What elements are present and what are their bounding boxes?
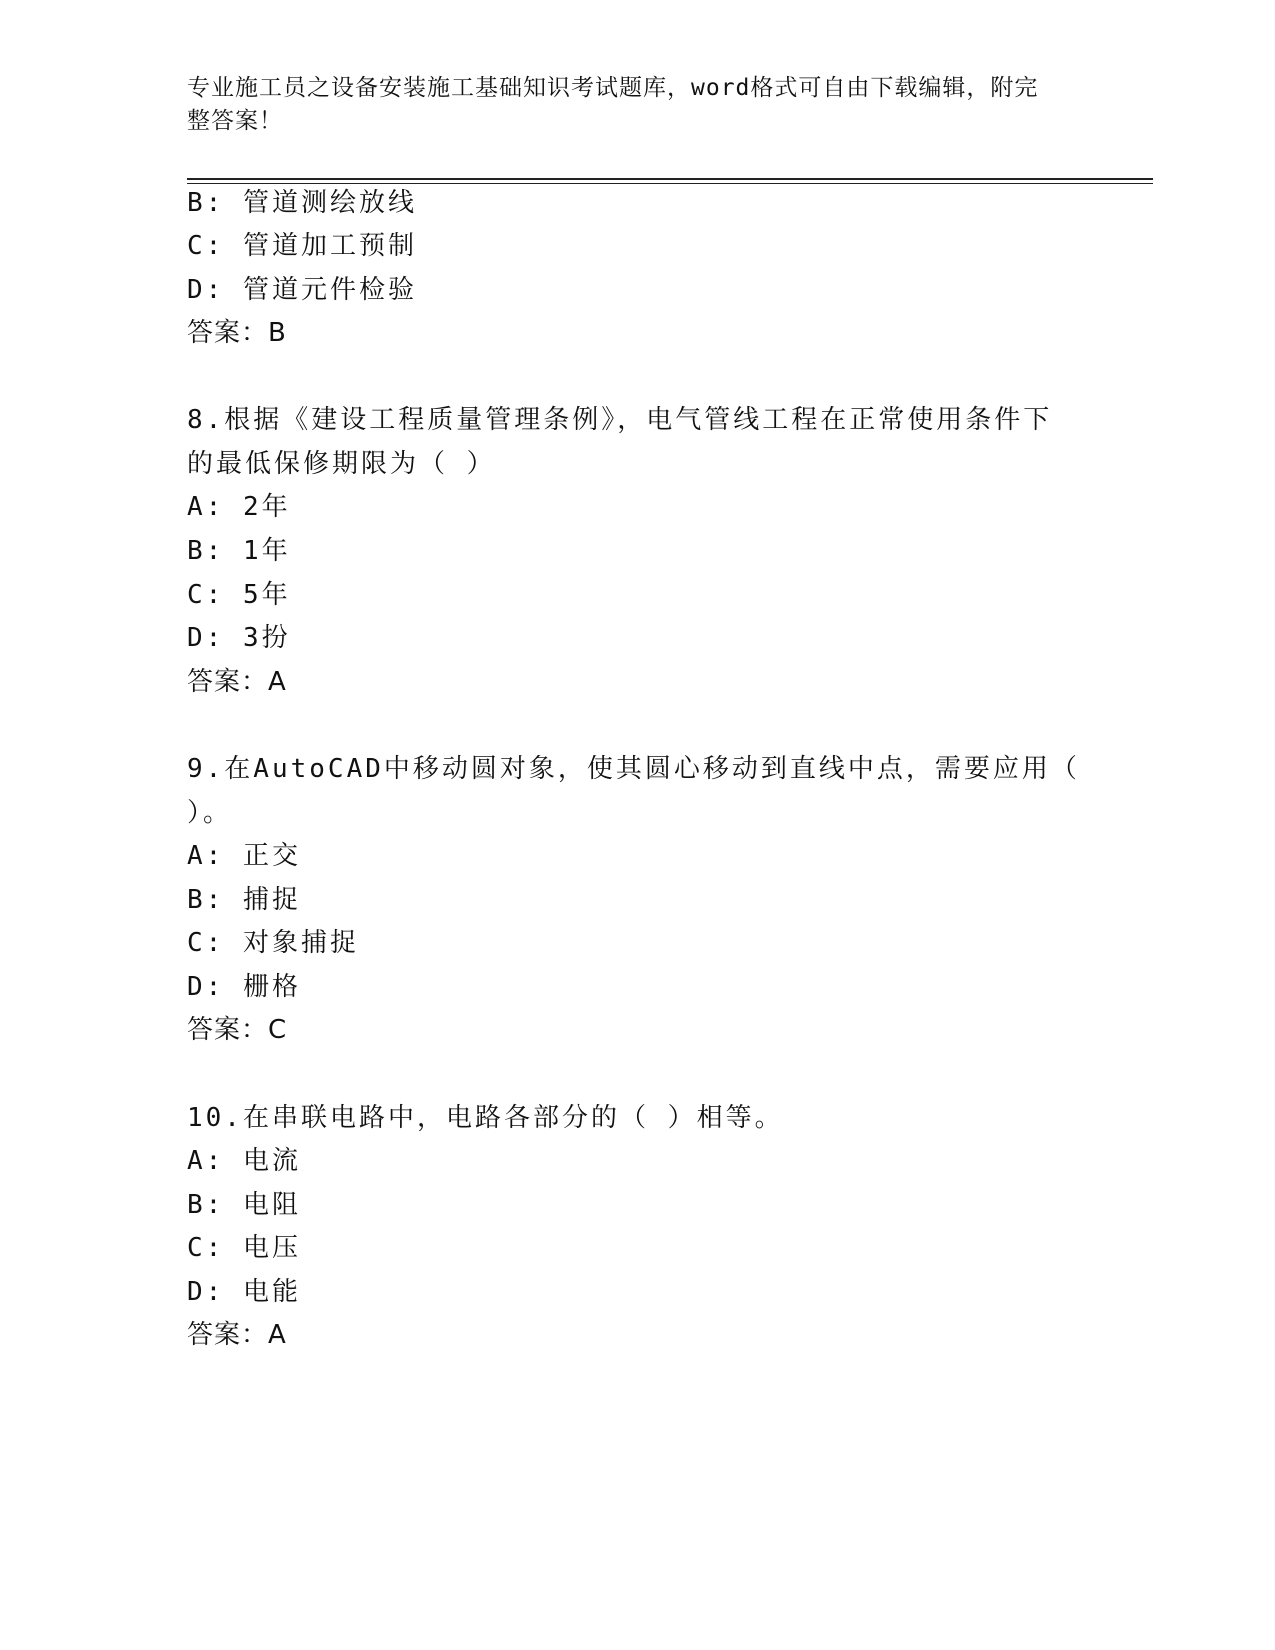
question-9-option-a: A: 正交 — [187, 841, 301, 871]
question-10-option-a: A: 电流 — [187, 1146, 301, 1176]
question-8-option-d: D: 3扮 — [187, 623, 291, 653]
question-9-text-line-2: ）。 — [187, 798, 233, 828]
header-divider-thin — [187, 183, 1153, 184]
document-header — [187, 72, 1067, 138]
question-10-text: 10.在串联电路中，电路各部分的（ ）相等。 — [187, 1103, 784, 1133]
question-10-option-c: C: 电压 — [187, 1233, 301, 1263]
question-9-option-b: B: 捕捉 — [187, 885, 301, 915]
header-title-line-2: 整答案！ — [187, 108, 283, 134]
question-8-text-line-2: 的最低保修期限为（ ） — [187, 449, 496, 479]
question-8-option-c: C: 5年 — [187, 580, 291, 610]
question-10-option-b: B: 电阻 — [187, 1190, 301, 1220]
question-8-answer: 答案：A — [187, 667, 287, 697]
option-c: C: 管道加工预制 — [187, 231, 417, 261]
header-title-line-1: 专业施工员之设备安装施工基础知识考试题库，word格式可自由下载编辑，附完 — [187, 75, 1039, 101]
answer-line: 答案：B — [187, 318, 287, 348]
option-d: D: 管道元件检验 — [187, 275, 417, 305]
question-8-text-line-1: 8.根据《建设工程质量管理条例》，电气管线工程在正常使用条件下 — [187, 405, 1053, 435]
question-9-text-line-1: 9.在AutoCAD中移动圆对象，使其圆心移动到直线中点，需要应用（ — [187, 754, 1080, 784]
question-10-answer: 答案：A — [187, 1320, 287, 1350]
question-9-option-c: C: 对象捕捉 — [187, 928, 359, 958]
header-divider-thick — [187, 178, 1153, 180]
question-9-option-d: D: 栅格 — [187, 972, 301, 1002]
option-b: B: 管道测绘放线 — [187, 188, 417, 218]
question-8-option-b: B: 1年 — [187, 536, 291, 566]
question-9-answer: 答案：C — [187, 1015, 288, 1045]
question-10-option-d: D: 电能 — [187, 1277, 301, 1307]
question-8-option-a: A: 2年 — [187, 492, 291, 522]
